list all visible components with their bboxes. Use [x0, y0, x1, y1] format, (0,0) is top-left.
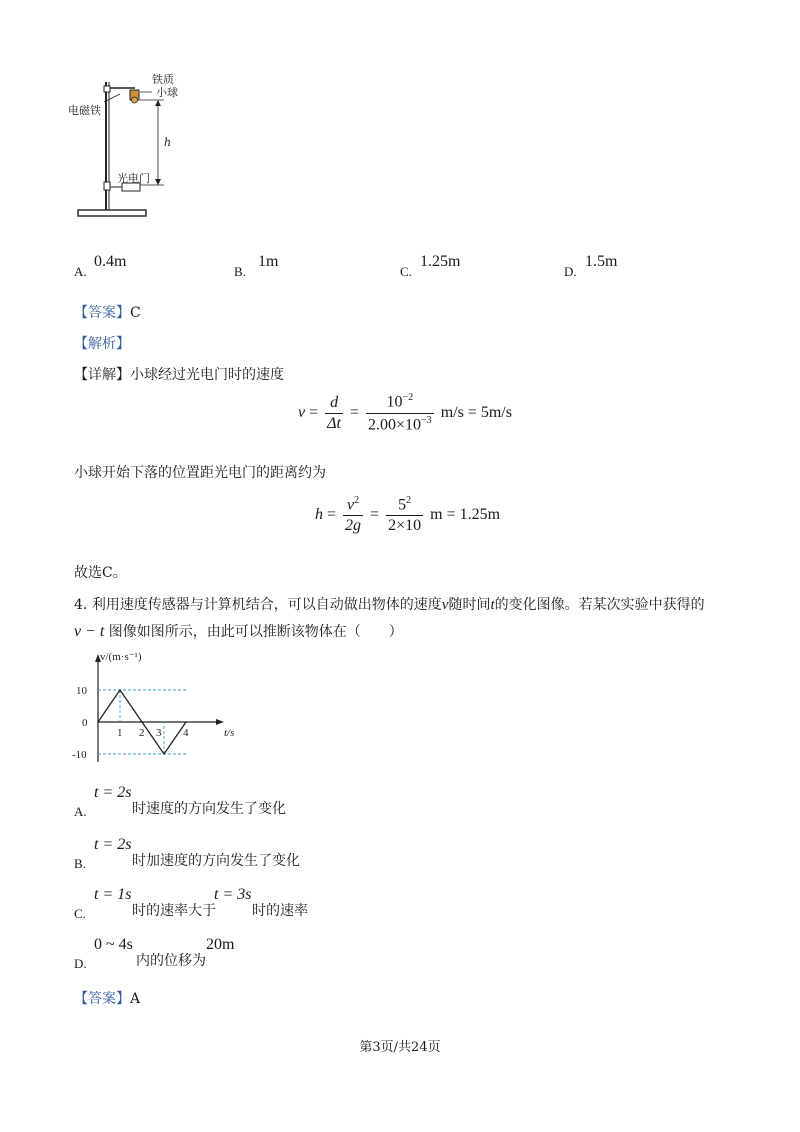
q3-option-a-letter: A.	[74, 264, 87, 279]
conclusion: 故选C。	[74, 565, 127, 581]
q4-c-math2: t = 3s	[214, 886, 252, 903]
equation-velocity: v = $\frac{d}{\Delta t}$ = $\frac{10^{-2}}{2.00\times 10^{-3}}$ m/s = 5m/s	[298, 392, 512, 433]
eq2-frac-2	[386, 495, 423, 535]
q4-c-text2: 时的速率	[252, 903, 308, 919]
q4-a-math: t = 2s	[94, 784, 132, 801]
y-tick-label: -10	[72, 749, 87, 761]
label-gate: 光电门	[117, 172, 150, 185]
eq1-f2-num: 10	[386, 393, 403, 411]
eq2-f1-num: v	[346, 496, 355, 514]
detail-tag: 【详解】	[74, 367, 130, 383]
q3-analysis-tag: 【解析】	[74, 336, 130, 352]
q3-detail-line	[74, 364, 284, 384]
q4-d-math-after: 20m	[206, 936, 235, 953]
x-axis-arrow	[216, 719, 224, 725]
eq2-f1-num-exp: 2	[354, 494, 360, 506]
photogate-clamp	[104, 182, 110, 190]
eq2-f1-den: 2g	[345, 517, 362, 535]
y-axis-label: v/(m·s⁻¹)	[100, 651, 142, 663]
x-axis-label: t/s	[224, 727, 235, 739]
eq2-frac-1	[343, 495, 363, 535]
q4-d-text: 内的位移为	[136, 953, 206, 969]
eq1-f1-den: Δt	[327, 414, 341, 432]
x-tick-label: 4	[183, 727, 189, 739]
eq1-lhs: v	[298, 404, 306, 421]
eq2-f2-num-exp: 2	[406, 494, 412, 506]
detail-text-2: 小球开始下落的位置距光电门的距离约为	[74, 465, 326, 481]
q4-line1-b: 随时间	[448, 597, 491, 613]
q3-option-a-value: 0.4m	[94, 253, 127, 270]
q4-b-text: 时加速度的方向发生了变化	[132, 853, 300, 869]
q4-a-text: 时速度的方向发生了变化	[132, 801, 286, 817]
vt-chart	[70, 648, 235, 768]
q4-t: t	[490, 597, 495, 613]
eq1-f2-den-exp: −3	[421, 414, 432, 426]
stand-base	[78, 210, 146, 216]
q4-a-letter: A.	[74, 804, 87, 819]
eq1-tail: m/s = 5m/s	[440, 404, 512, 421]
eq2-tail: m = 1.25m	[430, 506, 501, 523]
q3-option-c-letter: C.	[400, 264, 412, 279]
q4-d-math: 0 ~ 4s	[94, 936, 133, 953]
q3-option-d-value: 1.5m	[585, 253, 618, 270]
q4-line1-a: 利用速度传感器与计算机结合，可以自动做出物体的速度	[91, 597, 442, 613]
q3-option-b-letter: B.	[234, 264, 246, 279]
q3-option-b-value: 1m	[258, 253, 279, 270]
eq1-f2-den: 2.00×10	[368, 415, 422, 433]
q4-answer	[74, 988, 140, 1008]
label-ball-1: 铁质	[152, 73, 174, 86]
q4-line1-c: 的变化图像。若某次实验中获得的	[494, 597, 705, 613]
eq2-lhs: h	[315, 506, 323, 523]
page-footer: 第3页/共24页	[359, 1040, 441, 1055]
x-tick-label: 2	[139, 727, 145, 739]
q4-v: v	[441, 597, 449, 613]
eq1-f2-num-exp: −2	[402, 392, 414, 404]
x-tick-label: 1	[117, 727, 123, 739]
q4-b-math: t = 2s	[94, 836, 132, 853]
y-tick-label: 10	[76, 685, 87, 697]
eq1-frac-1	[325, 394, 343, 433]
iron-ball	[132, 97, 138, 103]
q3-option-d-letter: D.	[564, 264, 577, 279]
eq1-frac-2	[366, 392, 434, 434]
q4-vt: v − t	[74, 623, 105, 640]
q4-c-math1: t = 1s	[94, 886, 132, 903]
q4-line2-b: 图像如图所示，由此可以推断该物体在（ ）	[108, 624, 403, 640]
q3-answer	[74, 302, 141, 322]
answer-tag: 【答案】	[74, 305, 130, 321]
eq2-f2-num: 5	[398, 496, 407, 514]
detail-text-1: 小球经过光电门时的速度	[130, 367, 284, 383]
y-tick-label: 0	[82, 717, 88, 729]
q4-answer-value: A	[130, 991, 141, 1007]
q4-line-1	[74, 594, 705, 614]
q3-option-c-value: 1.25m	[420, 253, 461, 270]
label-ball-2: 小球	[156, 86, 178, 99]
q4-c-letter: C.	[74, 906, 86, 921]
x-tick-label: 3	[156, 727, 162, 739]
q4-c-text1: 时的速率大于	[132, 903, 216, 919]
q4-line-2	[74, 621, 403, 641]
q4-b-letter: B.	[74, 856, 86, 871]
q4-d-letter: D.	[74, 956, 87, 971]
label-magnet: 电磁铁	[68, 104, 101, 117]
eq1-f1-num: d	[330, 393, 339, 411]
eq2-f2-den: 2×10	[388, 517, 422, 535]
equation-height: h = $\frac{v^2}{2g}$ = $\frac{5^2}{2\times 10}$ m = 1.25m	[315, 494, 501, 535]
q4-answer-tag: 【答案】	[74, 991, 130, 1007]
answer-value: C	[130, 305, 141, 321]
label-h: h	[164, 136, 172, 149]
q4-number: 4.	[74, 597, 88, 613]
apparatus-figure	[60, 70, 200, 230]
